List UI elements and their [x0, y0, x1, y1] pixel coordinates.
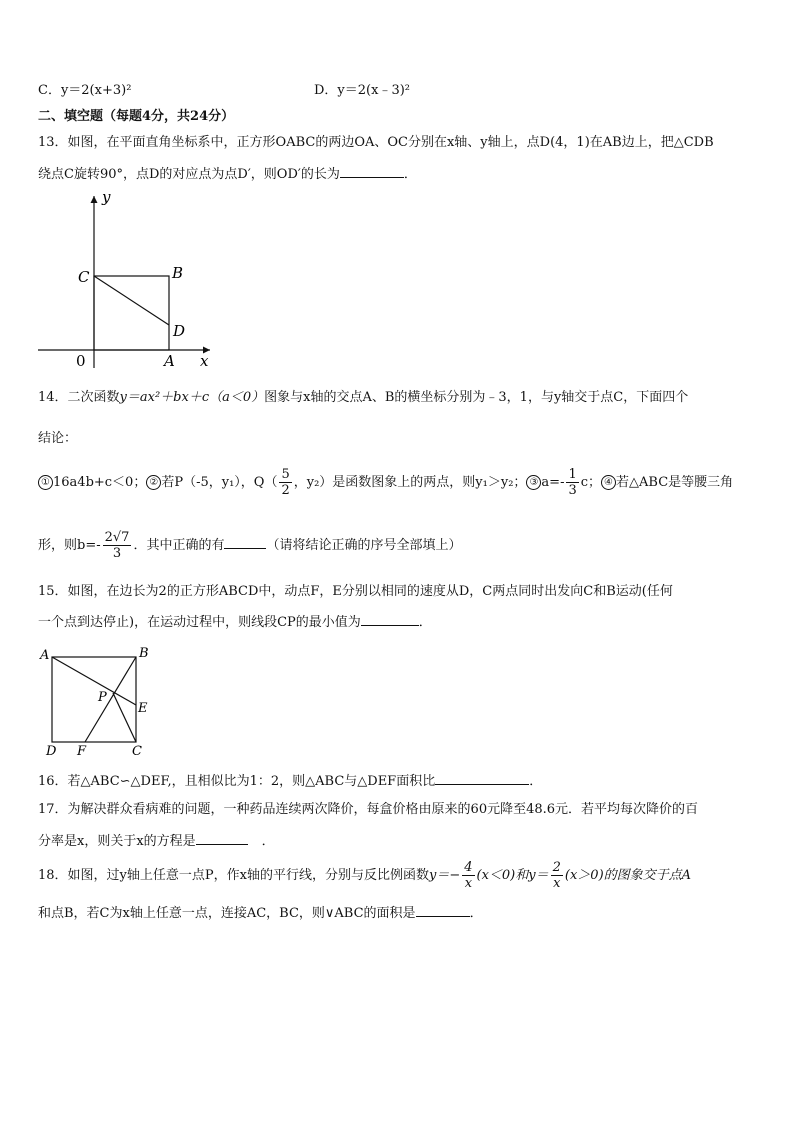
q13-segment-cd: [94, 276, 169, 325]
option-c: C．y＝2(x+3)²: [38, 83, 132, 98]
q13-label-x: x: [200, 352, 209, 370]
q15-segment-pc: [113, 693, 136, 742]
q14-c3-marker: ③: [526, 475, 541, 490]
q18-f1-post: (x＜0)和: [476, 868, 529, 883]
q13-answer-blank[interactable]: [340, 165, 404, 178]
q14-conclusions: [38, 466, 733, 500]
q14-c2-text: 若P（-5，y₁），Q（: [161, 475, 278, 490]
q15-square: [52, 657, 136, 742]
q18-line2: [38, 904, 483, 923]
q13-label-d: D: [173, 322, 186, 340]
q13-label-b: B: [172, 264, 184, 282]
q13-figure: [32, 188, 232, 378]
q14-c4-text: 若△ABC是等腰三角: [616, 475, 734, 490]
q17-line1: 17．为解决群众看病难的问题，一种药品连续两次降价，每盒价格由原来的60元降至48.6元．若平均每次降价的百: [38, 802, 699, 817]
q15-segment-ae: [52, 657, 136, 705]
q18-line1: [38, 858, 691, 894]
q14-c3-text2: c；: [580, 475, 602, 490]
q18-f2-pre: y＝: [528, 868, 549, 883]
q14-line1-start: 14．二次函数: [38, 390, 120, 405]
q18-line1-start: 18．如图，过y轴上任意一点P，作x轴的平行线，分别与反比例函数: [38, 868, 429, 883]
q15-answer-blank[interactable]: [361, 613, 419, 626]
q14-c1-text: 16a4b+c＜0；: [53, 475, 147, 490]
q15-label-p: P: [98, 690, 107, 705]
q15-end: ．: [418, 615, 432, 630]
q14-c1-marker: ①: [38, 475, 53, 490]
q14-b-fraction: $\frac{2√7}{3}$: [104, 530, 130, 561]
q13-label-y: y: [102, 188, 111, 206]
q18-answer-blank[interactable]: [416, 904, 470, 917]
q18-f2-fraction: $\frac{2}{x}$: [552, 860, 561, 891]
q13-label-a: A: [164, 352, 175, 370]
q14-c2-marker: ②: [146, 475, 161, 490]
q14-c3-fraction: $\frac{1}{3}$: [568, 467, 577, 498]
q18-f1-pre: y＝−: [428, 868, 461, 883]
q15-label-c: C: [132, 744, 142, 759]
q14-c3-text: a=-: [541, 475, 565, 490]
q17-end: ．: [261, 834, 275, 849]
q16-text: 16．若△ABC∽△DEF,，且相似比为1：2，则△ABC与△DEF面积比: [38, 774, 436, 789]
q15-figure: [36, 645, 166, 760]
q15-label-b: B: [139, 646, 149, 661]
q15-line2: [38, 613, 432, 632]
option-d: D．y＝2(x﹣3)²: [314, 83, 410, 98]
section-title: 二、填空题（每题4分，共24分）: [38, 109, 235, 124]
q15-label-f: F: [77, 744, 87, 759]
q14-line1-end: 图象与x轴的交点A、B的横坐标分别为﹣3，1，与y轴交于点C，下面四个: [264, 390, 689, 405]
q13-square: [94, 276, 169, 350]
q17-line2: [38, 832, 275, 851]
q15-line2-text: 一个点到达停止)，在运动过程中，则线段CP的最小值为: [38, 615, 361, 630]
q14-line4: [38, 528, 461, 564]
q15-label-a: A: [40, 648, 50, 663]
q16-answer-blank[interactable]: [435, 772, 529, 785]
q18-end: ．: [469, 906, 483, 921]
q14-c4-marker: ④: [601, 475, 616, 490]
q13-line2-text: 绕点C旋转90°，点D的对应点为点D′，则OD′的长为: [38, 167, 340, 182]
q13-line1: 13．如图，在平面直角坐标系中，正方形OABC的两边OA、OC分别在x轴、y轴上，点D(4，1)在AB边上，把△CDB: [38, 135, 714, 150]
q13-end: ．: [403, 167, 417, 182]
q15-line1: 15．如图，在边长为2的正方形ABCD中，动点F，E分别以相同的速度从D，C两点同时出发向C和B运动(任何: [38, 584, 673, 599]
q13-line2: [38, 165, 417, 184]
q15-label-d: D: [46, 744, 57, 759]
q14-answer-blank[interactable]: [224, 536, 266, 549]
q14-formula: y＝ax²＋bx＋c（a＜0）: [119, 390, 265, 405]
q18-f2-post: (x＞0)的图象交于点A: [564, 868, 692, 883]
q17-line2-text: 分率是x，则关于x的方程是: [38, 834, 196, 849]
q14-line2: 结论：: [38, 431, 78, 446]
q13-label-c: C: [78, 268, 90, 286]
q16-line: [38, 772, 542, 791]
q14-line4-start: 形，则b=-: [38, 538, 101, 553]
q14-c2-text2: ，y₂）是函数图象上的两点，则y₁＞y₂；: [293, 475, 527, 490]
q14-line4-end: （请将结论正确的序号全部填上）: [266, 538, 462, 553]
q15-label-e: E: [138, 701, 148, 716]
q17-answer-blank[interactable]: [196, 832, 248, 845]
q15-segment-bf: [85, 657, 136, 742]
q14-line1: [38, 389, 688, 407]
q14-c2-fraction: $\frac{5}{2}$: [281, 467, 290, 498]
q16-end: ．: [529, 774, 543, 789]
q14-line4-mid: ．其中正确的有: [133, 538, 225, 553]
q18-f1-fraction: $\frac{4}{x}$: [464, 860, 473, 891]
q13-label-o: 0: [76, 352, 86, 370]
q18-line2-text: 和点B，若C为x轴上任意一点，连接AC，BC，则∨ABC的面积是: [38, 906, 416, 921]
